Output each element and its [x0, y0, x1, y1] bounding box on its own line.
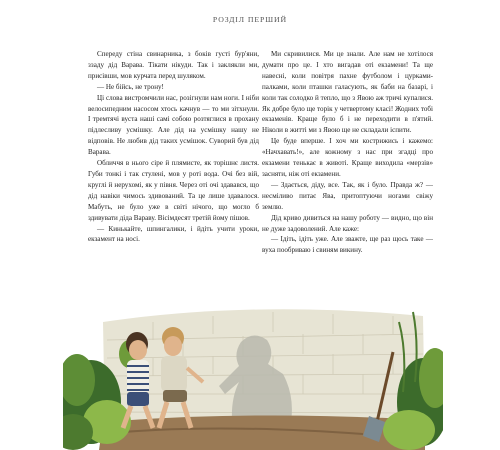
right-text-column — [262, 49, 433, 256]
paragraph: Ми скривилися. Ми це знали. Але нам не хотілося думати про це. І хто вигадав оті екзамени! Та ще навесні, коли повітря пахне футболом і цурками-палками, коли пташки галасують, як баби на базарі, і коли так солодко й тепло, що з Явою аж тричі купалися. Як добре було ще торік у четвертому класі! Жодних тобі екзаменів. Краще було б і не переходити в п'ятий. Ніколи в житті ми з Явою ще не складали іспити. — [262, 50, 433, 135]
illustration-boys-by-wall — [63, 282, 443, 450]
paragraph: Обличчя в нього сіре й плямисте, як торішнє листя. Губи тонкі і так стулені, мов у роті вода. Очі без вій, круглі й нерухомі, як у півня. Через оті очі здавався, що дід навіки чимось здивований. Та це лише здавалося. Мабуть, не було уже в світі нічого, що могло б здивувати діда Вараву. Вісімдесят третій йому пішов. — [88, 159, 259, 222]
paragraph: — Ідіть, ідіть уже. Але зважте, ще раз щось таке — вуха пообриваю і свиням викину. — [262, 235, 433, 255]
paragraph: — Не бійсь, не трону! — [97, 82, 164, 91]
paragraph: Дід криво дивиться на нашу роботу — видно, що він не дуже задоволений. Але каже: — [262, 213, 433, 233]
paragraph: Ці слова вистромчили нас, розігнули нам ноги. І ніби велосипедним насосом хтось качнув — то ми зітхнули. І тремтячі вуста наші самі собою розтяглися в прохану підлесливу усмішку. Але дід на усмішку нашу не відповів. Не любив дід таких усмішок. Суворий був дід Варава. — [88, 93, 259, 157]
left-text-column — [88, 49, 259, 245]
paragraph: — Здається, діду, все. Так, як і було. Правда ж? — несміливо питає Ява, притоптуючи ногами свіжу землю. — [262, 180, 433, 211]
paragraph: — Кинькайте, шпингалики, і йдіть учити уроки, екзамент на носі. — [88, 224, 259, 244]
paragraph: Це буде вперше. І хоч ми кострижись і кажемо: «Начхавать!», але кожному з нас при згадці про екзамени тенькає в животі. Краще виходила «мерзів» засняти, ніж оті екзамени. — [262, 137, 433, 178]
paragraph: Спереду стіна свинарника, з боків густі бур'яни, ззаду дід Варава. Тікати нікуди. Так і заклякли ми, присівши, мов курчата перед шуляком. — [88, 50, 259, 80]
running-head-title: РОЗДІЛ ПЕРШИЙ — [212, 15, 288, 24]
illustration-drawing — [63, 282, 443, 450]
